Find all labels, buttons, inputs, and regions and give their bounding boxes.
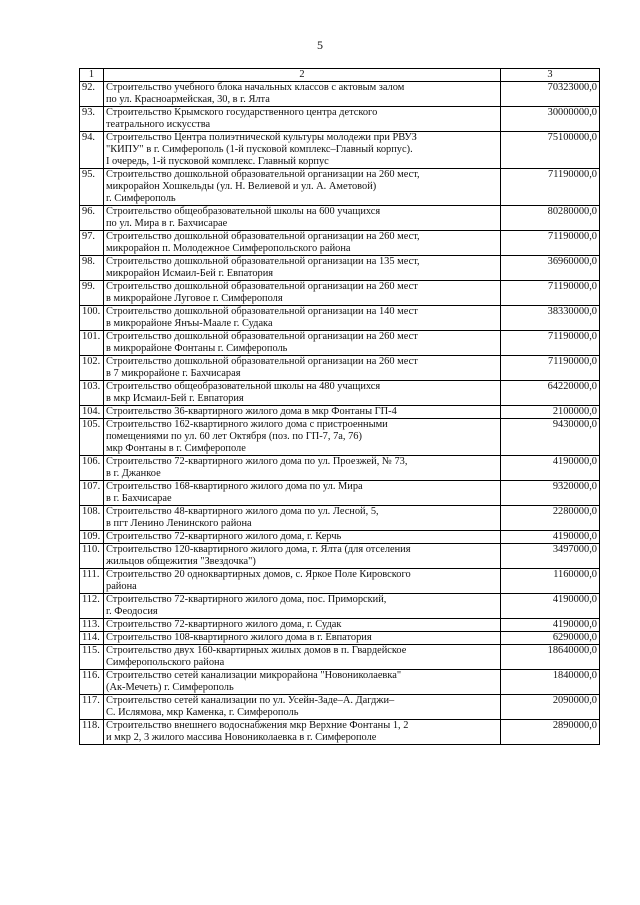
table-row	[80, 481, 600, 506]
description-line: "КИПУ" в г. Симферополь (1-й пусковой комплекс–Главный корпус).	[106, 144, 413, 155]
description-line: г. Феодосия	[106, 606, 158, 617]
description-line: Строительство дошкольной образовательной организации на 140 мест	[106, 306, 418, 317]
row-number: 117.	[80, 695, 104, 720]
column-header: 2	[104, 69, 501, 82]
row-number: 115.	[80, 645, 104, 670]
row-number: 107.	[80, 481, 104, 506]
description-line: Строительство 72-квартирного жилого дома, г. Керчь	[106, 531, 342, 542]
description-line: Строительство дошкольной образовательной организации на 135 мест,	[106, 256, 420, 267]
row-amount: 71190000,0	[501, 231, 600, 256]
table-row	[80, 506, 600, 531]
table-row	[80, 632, 600, 645]
description-line: в г. Джанкое	[106, 468, 161, 479]
table-row	[80, 456, 600, 481]
description-line: Строительство дошкольной образовательной организации на 260 мест,	[106, 231, 420, 242]
row-description	[104, 206, 501, 231]
row-description	[104, 632, 501, 645]
row-number: 103.	[80, 381, 104, 406]
row-amount: 38330000,0	[501, 306, 600, 331]
row-number: 94.	[80, 132, 104, 169]
row-amount: 71190000,0	[501, 331, 600, 356]
row-description	[104, 107, 501, 132]
row-amount: 36960000,0	[501, 256, 600, 281]
description-line: Строительство Центра полиэтнической культуры молодежи при РВУЗ	[106, 132, 417, 143]
description-line: Строительство 72-квартирного жилого дома, пос. Приморский,	[106, 594, 387, 605]
table-row	[80, 169, 600, 206]
row-amount: 30000000,0	[501, 107, 600, 132]
description-line: в г. Бахчисарае	[106, 493, 172, 504]
description-line: в пгт Ленино Ленинского района	[106, 518, 252, 529]
description-line: (Ак-Мечеть) г. Симферополь	[106, 682, 234, 693]
description-line: Строительство 72-квартирного жилого дома, г. Судак	[106, 619, 342, 630]
description-line: Строительство сетей канализации микрорайона "Новониколаевка"	[106, 670, 402, 681]
description-line: Строительство общеобразовательной школы на 600 учащихся	[106, 206, 381, 217]
row-number: 101.	[80, 331, 104, 356]
row-description	[104, 720, 501, 745]
table-header-row	[80, 69, 600, 82]
row-description	[104, 670, 501, 695]
row-number: 92.	[80, 82, 104, 107]
column-header: 3	[501, 69, 600, 82]
description-line: в мкр Исмаил-Бей г. Евпатория	[106, 393, 244, 404]
row-amount: 80280000,0	[501, 206, 600, 231]
row-number: 93.	[80, 107, 104, 132]
description-line: Строительство 36-квартирного жилого дома в мкр Фонтаны ГП-4	[106, 406, 397, 417]
description-line: Строительство 72-квартирного жилого дома по ул. Проезжей, № 73,	[106, 456, 408, 467]
row-description	[104, 456, 501, 481]
description-line: Строительство дошкольной образовательной организации на 260 мест	[106, 331, 418, 342]
row-description	[104, 231, 501, 256]
row-number: 99.	[80, 281, 104, 306]
row-number: 110.	[80, 544, 104, 569]
row-description	[104, 594, 501, 619]
description-line: Строительство 168-квартирного жилого дома по ул. Мира	[106, 481, 363, 492]
description-line: района	[106, 581, 137, 592]
row-number: 111.	[80, 569, 104, 594]
row-amount: 1160000,0	[501, 569, 600, 594]
row-description	[104, 82, 501, 107]
row-description	[104, 281, 501, 306]
row-description	[104, 381, 501, 406]
description-line: Строительство двух 160-квартирных жилых домов в п. Гвардейское	[106, 645, 407, 656]
row-amount: 75100000,0	[501, 132, 600, 169]
row-amount: 70323000,0	[501, 82, 600, 107]
row-number: 113.	[80, 619, 104, 632]
row-description	[104, 481, 501, 506]
row-amount: 71190000,0	[501, 281, 600, 306]
table-row	[80, 419, 600, 456]
table-row	[80, 206, 600, 231]
row-amount: 18640000,0	[501, 645, 600, 670]
row-amount: 64220000,0	[501, 381, 600, 406]
description-line: Строительство учебного блока начальных классов с актовым залом	[106, 82, 405, 93]
row-amount: 2090000,0	[501, 695, 600, 720]
description-line: микрорайон Хошкельды (ул. Н. Велиевой и ул. А. Аметовой)	[106, 181, 377, 192]
table-row	[80, 720, 600, 745]
row-number: 108.	[80, 506, 104, 531]
construction-table	[79, 68, 600, 745]
table-row	[80, 82, 600, 107]
row-description	[104, 645, 501, 670]
description-line: Строительство сетей канализации по ул. Усейн-Заде–А. Дагджи–	[106, 695, 395, 706]
description-line: г. Симферополь	[106, 193, 176, 204]
row-number: 109.	[80, 531, 104, 544]
row-amount: 2100000,0	[501, 406, 600, 419]
row-number: 104.	[80, 406, 104, 419]
description-line: Строительство 120-квартирного жилого дома, г. Ялта (для отселения	[106, 544, 411, 555]
row-amount: 9430000,0	[501, 419, 600, 456]
row-description	[104, 256, 501, 281]
description-line: Строительство 20 одноквартирных домов, с. Яркое Поле Кировского	[106, 569, 411, 580]
description-line: в 7 микрорайоне г. Бахчисарая	[106, 368, 241, 379]
row-amount: 2280000,0	[501, 506, 600, 531]
row-amount: 4190000,0	[501, 594, 600, 619]
description-line: I очередь, 1-й пусковой комплекс. Главный корпус	[106, 156, 329, 167]
table-row	[80, 531, 600, 544]
description-line: микрорайон п. Молодежное Симферопольского района	[106, 243, 351, 254]
row-number: 105.	[80, 419, 104, 456]
table-row	[80, 132, 600, 169]
row-description	[104, 506, 501, 531]
row-number: 100.	[80, 306, 104, 331]
row-description	[104, 544, 501, 569]
row-amount: 1840000,0	[501, 670, 600, 695]
table-row	[80, 281, 600, 306]
table-row	[80, 695, 600, 720]
description-line: в микрорайоне Фонтаны г. Симферополь	[106, 343, 288, 354]
description-line: в микрорайоне Янъы-Маале г. Судака	[106, 318, 273, 329]
row-description	[104, 331, 501, 356]
description-line: Строительство внешнего водоснабжения мкр Верхние Фонтаны 1, 2	[106, 720, 409, 731]
row-description	[104, 132, 501, 169]
row-amount: 71190000,0	[501, 169, 600, 206]
row-amount: 2890000,0	[501, 720, 600, 745]
description-line: театрального искусства	[106, 119, 211, 130]
row-amount: 6290000,0	[501, 632, 600, 645]
row-amount: 4190000,0	[501, 531, 600, 544]
description-line: помещениями по ул. 60 лет Октября (поз. по ГП-7, 7а, 76)	[106, 431, 362, 442]
row-number: 102.	[80, 356, 104, 381]
row-number: 114.	[80, 632, 104, 645]
row-amount: 3497000,0	[501, 544, 600, 569]
table-row	[80, 406, 600, 419]
table-row	[80, 670, 600, 695]
table-row	[80, 231, 600, 256]
row-description	[104, 531, 501, 544]
row-number: 96.	[80, 206, 104, 231]
table-row	[80, 306, 600, 331]
description-line: по ул. Красноармейская, 30, в г. Ялта	[106, 94, 270, 105]
table-row	[80, 619, 600, 632]
table-row	[80, 594, 600, 619]
table-row	[80, 256, 600, 281]
description-line: микрорайон Исмаил-Бей г. Евпатория	[106, 268, 274, 279]
table-row	[80, 645, 600, 670]
description-line: Строительство дошкольной образовательной организации на 260 мест	[106, 281, 418, 292]
description-line: Симферопольского района	[106, 657, 225, 668]
row-description	[104, 356, 501, 381]
description-line: по ул. Мира в г. Бахчисарае	[106, 218, 228, 229]
row-amount: 71190000,0	[501, 356, 600, 381]
table-row	[80, 107, 600, 132]
description-line: Строительство общеобразовательной школы на 480 учащихся	[106, 381, 381, 392]
description-line: Строительство Крымского государственного центра детского	[106, 107, 378, 118]
row-description	[104, 169, 501, 206]
row-description	[104, 406, 501, 419]
description-line: С. Ислямова, мкр Каменка, г. Симферополь	[106, 707, 299, 718]
description-line: Строительство дошкольной образовательной организации на 260 мест	[106, 356, 418, 367]
description-line: жильцов общежития "Звездочка")	[106, 556, 256, 567]
row-amount: 9320000,0	[501, 481, 600, 506]
row-number: 116.	[80, 670, 104, 695]
table-row	[80, 356, 600, 381]
page-number: 5	[317, 38, 323, 52]
row-amount: 4190000,0	[501, 619, 600, 632]
row-number: 106.	[80, 456, 104, 481]
row-number: 118.	[80, 720, 104, 745]
row-number: 97.	[80, 231, 104, 256]
row-description	[104, 619, 501, 632]
description-line: и мкр 2, 3 жилого массива Новониколаевка в г. Симферополе	[106, 732, 377, 743]
description-line: в микрорайоне Луговое г. Симферополя	[106, 293, 283, 304]
description-line: Строительство дошкольной образовательной организации на 260 мест,	[106, 169, 420, 180]
row-description	[104, 695, 501, 720]
row-description	[104, 306, 501, 331]
row-description	[104, 569, 501, 594]
table-row	[80, 544, 600, 569]
row-number: 112.	[80, 594, 104, 619]
table-row	[80, 381, 600, 406]
description-line: Строительство 108-квартирного жилого дома в г. Евпатория	[106, 632, 372, 643]
row-number: 98.	[80, 256, 104, 281]
row-description	[104, 419, 501, 456]
description-line: мкр Фонтаны в г. Симферополе	[106, 443, 246, 454]
table-row	[80, 331, 600, 356]
column-header: 1	[80, 69, 104, 82]
description-line: Строительство 48-квартирного жилого дома по ул. Лесной, 5,	[106, 506, 379, 517]
row-amount: 4190000,0	[501, 456, 600, 481]
description-line: Строительство 162-квартирного жилого дома с пристроенными	[106, 419, 388, 430]
row-number: 95.	[80, 169, 104, 206]
table-row	[80, 569, 600, 594]
